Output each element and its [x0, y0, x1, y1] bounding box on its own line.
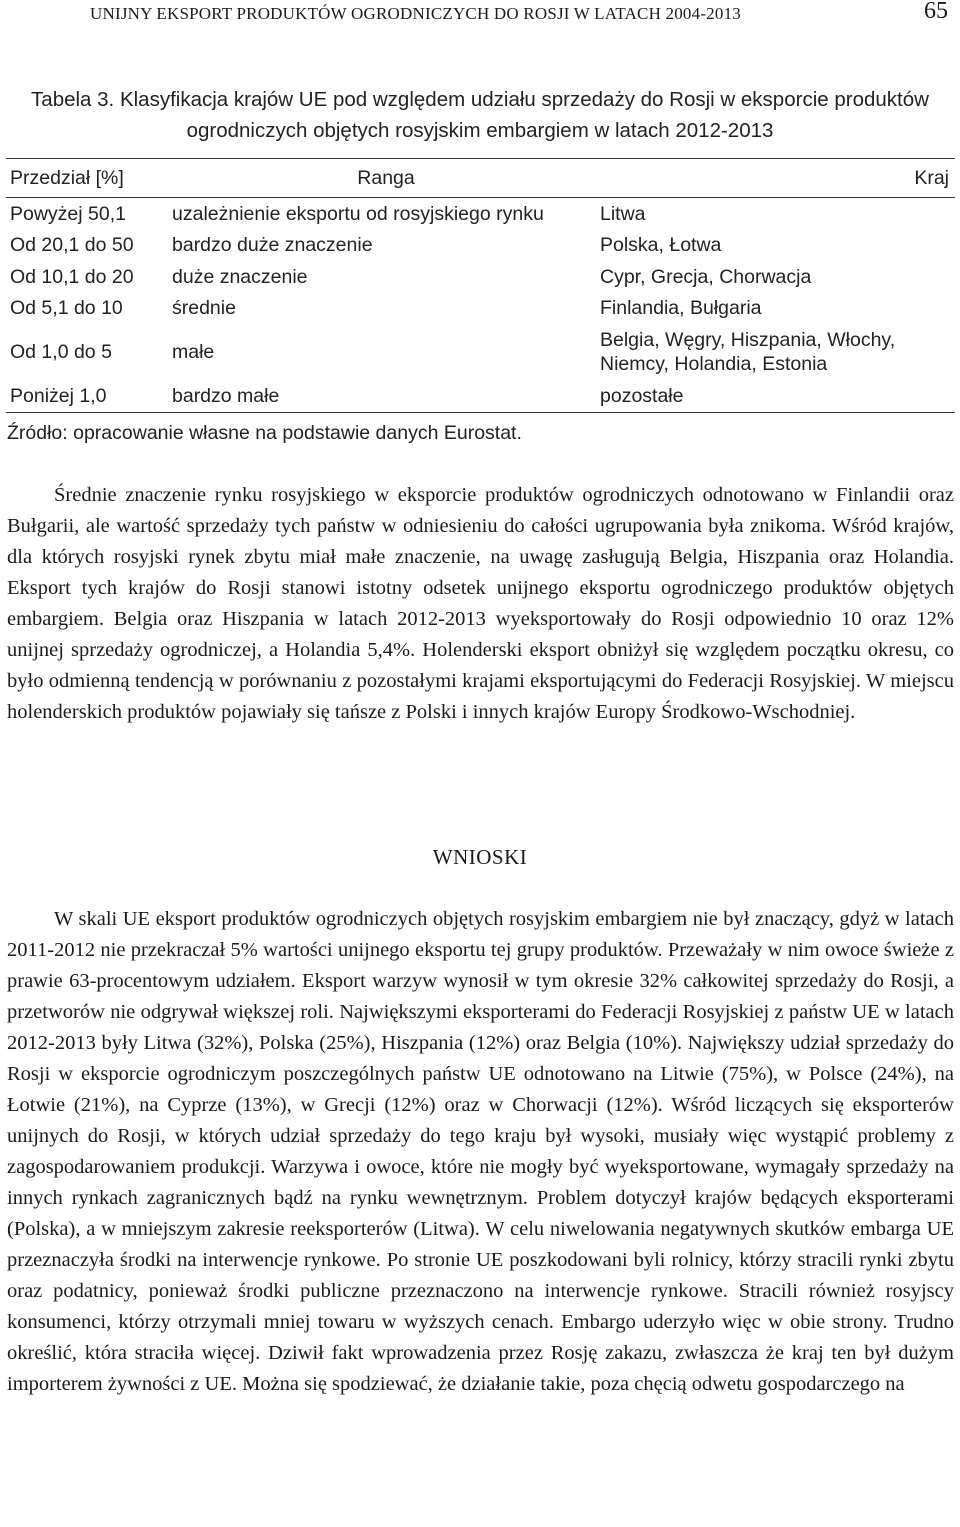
cell-country: Cypr, Grecja, Chorwacja — [600, 265, 812, 288]
cell-range: Powyżej 50,1 — [10, 202, 126, 225]
table-row — [6, 230, 955, 262]
cell-rank: małe — [172, 341, 215, 363]
running-header — [0, 0, 960, 40]
cell-range: Od 1,0 do 5 — [10, 341, 112, 363]
table-source-note: Źródło: opracowanie własne na podstawie danych Eurostat. — [7, 422, 522, 444]
body-paragraph: W skali UE eksport produktów ogrodniczych objętych rosyjskim embargiem nie był znaczący, gdyż w latach 2011-2012 nie przekraczał 5% wartości unijnego eksportu tej grupy produktów. Przeważały w nim owoce świeże z prawie 63-procentowym udziałem. Eksport warzyw wynosił w tym okresie 32% całkowitej sprzedaży do Rosji, a przetworów nie odgrywał większej roli. Największymi eksporterami do Federacji Rosyjskiej z państw UE w latach 2012-2013 były Litwa (32%), Polska (25%), Hiszpania (12%) oraz Belgia (10%). Największy udział sprzedaży do Rosji w eksporcie ogrodniczym poszczególnych państw UE odnotowano na Litwie (75%), w Polsce (24%), na Łotwie (21%), na Cyprze (13%), w Grecji (12%) oraz w Chorwacji (12%). Wśród liczących się eksporterów unijnych do Rosji, w których udział sprzedaży do tego kraju był wysoki, musiały więc wystąpić problemy z zagospodarowaniem produkcji. Warzywa i owoce, które nie mogły być wyeksportowane, wymagały sprzedaży na innych rynkach zagranicznych bądź na rynku wewnętrznym. Problem dotyczył krajów będących eksporterami (Polska), a w mniejszym zakresie reeksporterów (Litwa). W celu niwelowania negatywnych skutków embarga UE przeznaczyła środki na interwencje rynkowe. Po stronie UE poszkodowani byli rolnicy, którzy stracili rynki zbytu oraz podatnicy, ponieważ środki publiczne przeznaczono na interwencje rynkowe. Stracili również rosyjscy konsumenci, którzy otrzymali mniej towaru w wyższych cenach. Embargo uderzyło więc w obie strony. Trudno określić, która straciła więcej. Dziwił fakt wprowadzenia przez Rosję zakazu, zwłaszcza że kraj ten był dużym importerem żywności z UE. Można się spodziewać, że działanie takie, poza chęcią odwetu gospodarczego na — [7, 908, 954, 1395]
cell-country: pozostałe — [600, 384, 684, 407]
cell-rank: bardzo duże znaczenie — [172, 234, 373, 257]
cell-rank: bardzo małe — [172, 384, 280, 407]
table-row — [6, 324, 955, 380]
table-row — [6, 261, 955, 293]
table-caption: Tabela 3. Klasyfikacja krajów UE pod względem udziału sprzedaży do Rosji w eksporcie produktów ogrodniczych objętych rosyjskim embargiem w latach 2012-2013 — [31, 88, 929, 142]
page-number: 65 — [924, 0, 948, 24]
cell-range: Od 5,1 do 10 — [10, 297, 123, 320]
cell-rank: duże znaczenie — [172, 265, 308, 288]
cell-country: Belgia, Węgry, Hiszpania, Włochy, Niemcy, Holandia, Estonia — [600, 329, 896, 375]
body-paragraph: Średnie znaczenie rynku rosyjskiego w eksporcie produktów ogrodniczych odnotowano w Finlandii oraz Bułgarii, ale wartość sprzedaży tych państw w odniesieniu do całości ugrupowania była znikoma. Wśród krajów, dla których rosyjski rynek zbytu miał małe znaczenie, na uwagę zasługują Belgia, Hiszpania oraz Holandia. Eksport tych krajów do Rosji stanowi istotny odsetek unijnego eksportu ogrodniczego produktów objętych embargiem. Belgia oraz Hiszpania w latach 2012-2013 wyeksportowały do Rosji odpowiednio 10 oraz 12% unijnej sprzedaży ogrodniczej, a Holandia 5,4%. Holenderski eksport obniżył się względem początku okresu, co było odmienną tendencją w porównaniu z pozostałymi krajami eksportującymi do Federacji Rosyjskiej. W miejscu holenderskich produktów pojawiały się tańsze z Polski i innych krajów Europy Środkowo-Wschodniej. — [7, 484, 954, 723]
cell-country: Polska, Łotwa — [600, 234, 722, 257]
table-row — [6, 380, 955, 412]
cell-range: Od 10,1 do 20 — [10, 265, 134, 288]
table-row — [6, 198, 955, 230]
cell-country: Finlandia, Bułgaria — [600, 297, 762, 320]
column-header-range: Przedział [%] — [10, 166, 124, 189]
section-heading: WNIOSKI — [432, 845, 528, 869]
running-title: UNIJNY EKSPORT PRODUKTÓW OGRODNICZYCH DO ROSJI W LATACH 2004-2013 — [90, 4, 741, 23]
cell-range: Poniżej 1,0 — [10, 384, 107, 407]
cell-country: Litwa — [600, 202, 646, 225]
cell-rank: średnie — [172, 297, 236, 320]
column-header-rank: Ranga — [357, 166, 415, 189]
table-row — [6, 293, 955, 325]
cell-range: Od 20,1 do 50 — [10, 234, 134, 257]
cell-rank: uzależnienie eksportu od rosyjskiego rynku — [172, 202, 544, 225]
table — [6, 158, 955, 413]
table-header-row — [6, 159, 955, 198]
classification-table — [6, 158, 955, 413]
column-header-country: Kraj — [914, 166, 949, 189]
